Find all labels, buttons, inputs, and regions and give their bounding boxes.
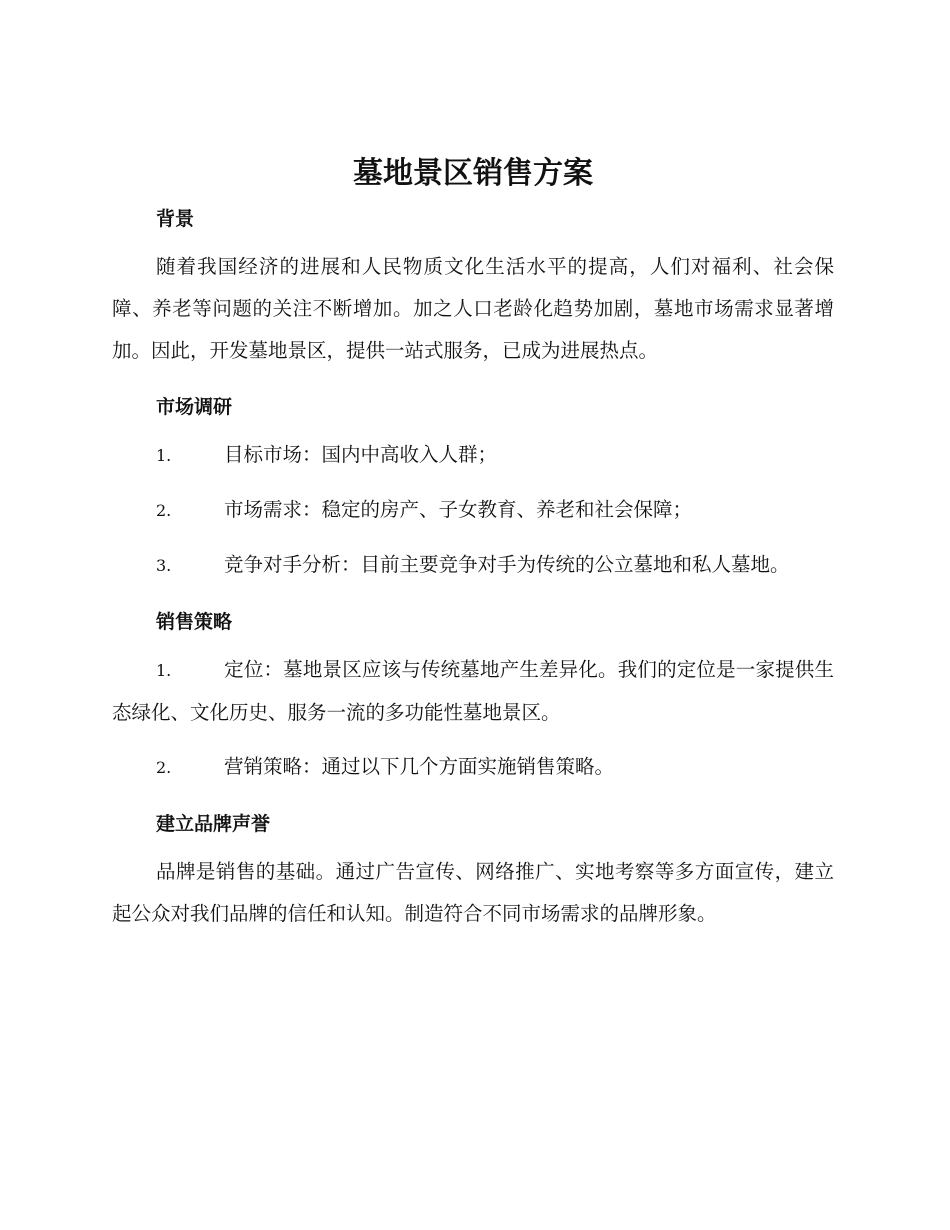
section-heading-background: 背景: [156, 208, 195, 230]
document-page: [112, 148, 834, 935]
list-item-text: 目标市场：国内中高收入人群；: [224, 443, 498, 466]
section-heading-sales-strategy: 销售策略: [156, 611, 233, 633]
list-item: [112, 544, 834, 587]
background-paragraph: 随着我国经济的进展和人民物质文化生活水平的提高，人们对福利、社会保障、养老等问题的关注不断增加。加之人口老龄化趋势加剧，墓地市场需求显著增加。因此，开发墓地景区，提供一站式服务，已成为进展热点。: [112, 255, 834, 362]
list-item: [112, 434, 834, 477]
list-item: [112, 649, 834, 734]
brand-paragraph: 品牌是销售的基础。通过广告宣传、网络推广、实地考察等多方面宣传，建立起公众对我们品牌的信任和认知。制造符合不同市场需求的品牌形象。: [112, 860, 834, 925]
list-item-text: 营销策略：通过以下几个方面实施销售策略。: [224, 755, 615, 778]
list-item: [112, 489, 834, 532]
list-item-text: 定位：墓地景区应该与传统墓地产生差异化。我们的定位是一家提供生态绿化、文化历史、服务一流的多功能性墓地景区。: [112, 658, 834, 724]
list-item-number: 2.: [156, 501, 172, 520]
section-heading-brand: 建立品牌声誉: [156, 813, 271, 835]
list-item-number: 1.: [156, 661, 172, 680]
list-item-number: 3.: [156, 556, 172, 575]
list-item: [112, 746, 834, 789]
list-item-text: 市场需求：稳定的房产、子女教育、养老和社会保障；: [224, 498, 693, 521]
list-item-text: 竞争对手分析：目前主要竞争对手为传统的公立墓地和私人墓地。: [224, 553, 790, 576]
list-item-number: 1.: [156, 446, 172, 465]
document-title: 墓地景区销售方案: [353, 156, 593, 191]
section-heading-market-research: 市场调研: [156, 396, 233, 418]
list-item-number: 2.: [156, 758, 172, 777]
